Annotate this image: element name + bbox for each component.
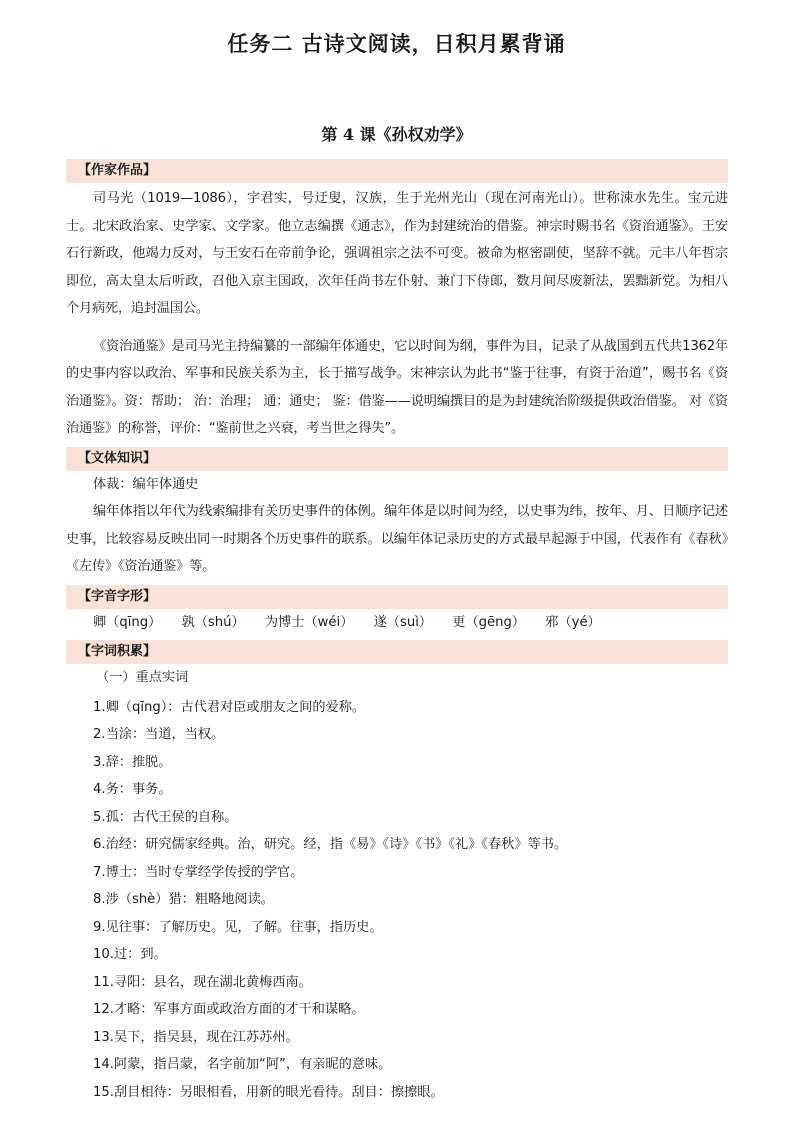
vocab-item: 8.涉（shè）猎：粗略地阅读。	[93, 892, 274, 907]
vocab-item: 1.卿（qīng）：古代君对臣或朋友之间的爱称。	[93, 699, 366, 715]
vocab-item: 6.治经：研究儒家经典。治，研究。经，指《易》《诗》《书》《礼》《春秋》等书。	[93, 837, 568, 852]
section-heading-author: 【作家作品】	[66, 159, 728, 183]
pronunciation-item: 卿（qīng）	[93, 614, 162, 630]
vocab-item: 11.寻阳：县名，现在湖北黄梅西南。	[93, 974, 312, 990]
pronunciation-item: 邪（yé）	[545, 614, 601, 630]
vocab-item: 13.吴下，指吴县，现在江苏苏州。	[93, 1029, 299, 1045]
page-title: 任务二 古诗文阅读，日积月累背诵	[227, 32, 566, 56]
vocab-item: 4.务：事务。	[93, 782, 172, 797]
vocab-item: 5.孤：古代王侯的自称。	[93, 809, 238, 825]
section-heading-pronunciation: 【字音字形】	[66, 585, 728, 609]
pronunciation-item: 遂（suì）	[373, 614, 433, 630]
pronunciation-item: 更（gēng）	[452, 614, 526, 630]
pronunciation-item: 孰（shú）	[181, 614, 245, 630]
author-paragraph-1: 司马光（1019—1086），字君实，号迂叟，汉族，生于光州光山（现在河南光山）。世称涑水先生。宝元进士。北宋政治家、史学家、文学家。他立志编撰《通志》，作为封建统治的借鉴。神宗时赐书名《资治通鉴》。王安石行新政，他竭力反对，与王安石在帝前争论，强调祖宗之法不可变。被命为枢密副使，坚辞不就。元丰八年哲宗即位，高太皇太后听政，召他入京主国政，次年任尚书左仆射、兼门下侍郎，数月间尽废新法，罢黜新党。为相八个月病死，追封温国公。	[66, 191, 728, 316]
vocab-item: 10.过：到。	[93, 947, 167, 962]
pronunciation-list	[66, 609, 728, 637]
vocab-item: 15.刮目相待：另眼相看，用新的眼光看待。刮目：擦擦眼。	[93, 1084, 444, 1100]
document-content	[66, 155, 728, 1106]
lesson-title: 第 4 课《孙权劝学》	[321, 125, 472, 144]
vocab-item: 14.阿蒙，指吕蒙，名字前加“阿”，有亲昵的意味。	[93, 1057, 392, 1072]
pronunciation-item: 为博士（wéi）	[264, 614, 354, 630]
vocab-subheading: （一）重点实词	[96, 670, 189, 685]
vocab-item: 3.辞：推脱。	[93, 754, 172, 770]
genre-paragraph: 编年体指以年代为线索编排有关历史事件的体例。编年体是以时间为经，以史事为纬，按年、月、日顺序记述史事，比较容易反映出同一时期各个历史事件的联系。以编年体记录历史的方式最早起源于中国，代表作有《春秋》《左传》《资治通鉴》等。	[66, 504, 728, 574]
vocab-list	[66, 694, 728, 1107]
author-paragraph-2: 《资治通鉴》是司马光主持编纂的一部编年体通史，它以时间为纲，事件为目，记录了从战国到五代共1362年的史事内容以政治、军事和民族关系为主，长于描写战争。宋神宗认为此书“鉴于往事，有资于治道”，赐书名《资治通鉴》。资：帮助； 治：治理； 通：通史； 鉴：借鉴——说明编撰目的是为封建统治阶级提供政治借鉴。 对《资治通鉴》的称誉，评价：“鉴前世之兴衰，考当世之得失”。	[66, 338, 728, 436]
vocab-item: 9.见往事：了解历史。见，了解。往事，指历史。	[93, 919, 383, 935]
section-heading-vocab: 【字词积累】	[66, 640, 728, 664]
vocab-item: 12.才略：军事方面或政治方面的才干和谋略。	[93, 1002, 365, 1017]
vocab-item: 7.博士：当时专掌经学传授的学官。	[93, 864, 304, 880]
section-heading-genre: 【文体知识】	[66, 447, 728, 471]
genre-line: 体裁：编年体通史	[93, 476, 199, 492]
vocab-item: 2.当涂：当道，当权。	[93, 727, 225, 742]
